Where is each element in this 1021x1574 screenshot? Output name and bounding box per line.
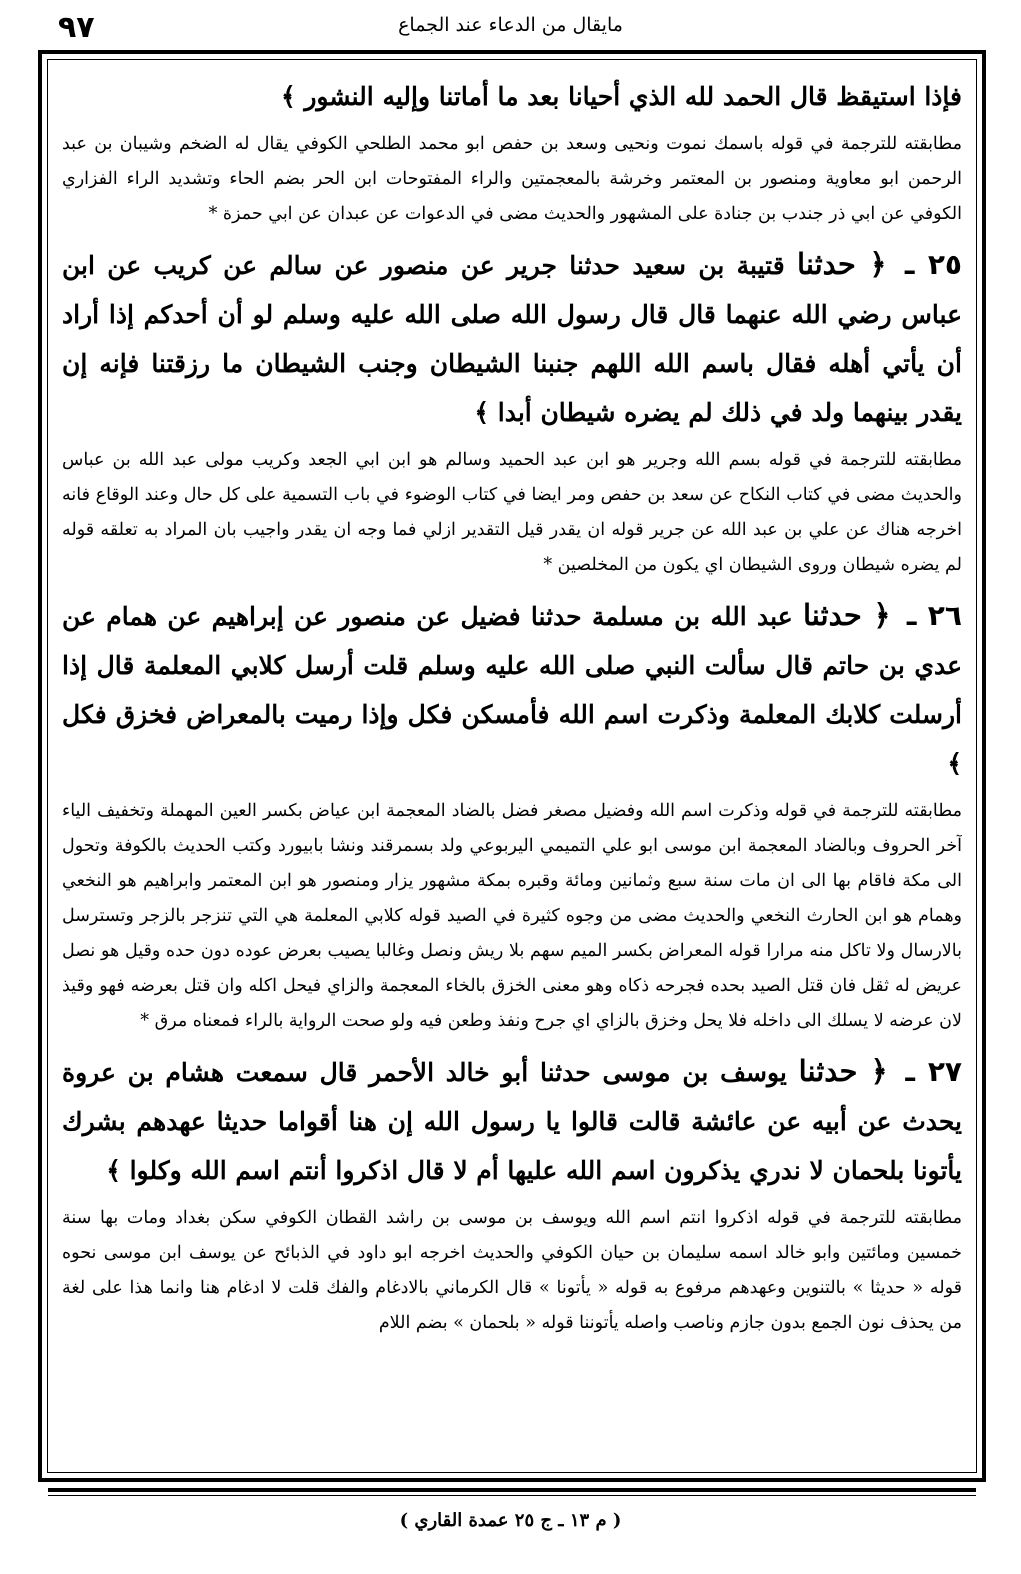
hadith-text: يوسف بن موسى حدثنا أبو خالد الأحمر قال سمعت هشام بن عروة يحدث عن أبيه عن عائشة قالت قالوا يا رسول الله إن هنا أقواما حديثا عهدهم بشرك يأتونا بلحمان لا ندري يذكرون اسم الله عليها أم لا قال اذكروا أنتم اسم الله وكلوا ﴾ bbox=[62, 1058, 962, 1185]
hadith-text: قتيبة بن سعيد حدثنا جرير عن منصور عن سالم عن كريب عن ابن عباس رضي الله عنهما قال قال رسول الله صلى الله عليه وسلم لو أن أحدكم إذا أراد أن يأتي أهله فقال باسم الله اللهم جنبنا الشيطان وجنب الشيطان ما رزقتنا فإنه إن يقدر بينهما ولد في ذلك لم يضره شيطان أبدا ﴾ bbox=[62, 251, 962, 427]
hadith-number: ٢٧ ـ bbox=[905, 1055, 962, 1088]
page-footer: ( م ١٣ ـ ج ٢٥ عمدة القاري ) bbox=[399, 1510, 622, 1531]
hadith-26 bbox=[62, 591, 962, 788]
page-number: ٩٧ bbox=[58, 10, 95, 45]
hadith-lead: ﴿ حدثنا bbox=[802, 598, 891, 632]
hadith-number: ٢٦ ـ bbox=[906, 599, 962, 632]
commentary-paragraph: مطابقته للترجمة في قوله بسم الله وجرير هو ابن عبد الحميد وسالم هو ابن ابي الجعد وكريب مولى عبد الله بن عباس والحديث مضى في كتاب النكاح عن سعد بن حفص ومر ايضا في كتاب الوضوء في باب التسمية على كل حال وعند الوقاع فانه اخرجه هناك عن علي بن عبد الله عن جرير قوله ان يقدر قيل التقدير ازلي فما وجه ان يقدر واجيب بان المراد به تعلقه قوله لم يضره شيطان وروى الشيطان اي يكون من المخلصين * bbox=[62, 450, 962, 575]
hadith-number: ٢٥ ـ bbox=[904, 248, 962, 281]
commentary-paragraph: مطابقته للترجمة في قوله وذكرت اسم الله وفضيل مصغر فضل بالضاد المعجمة ابن عياض بكسر العين المهملة وتخفيف الياء آخر الحروف وبالضاد المعجمة ابن موسى ابو علي التميمي اليربوعي ولد بسمرقند ونشا بابيورد وكتب الحديث بالكوفة وتحول الى مكة فاقام بها الى ان مات سنة سبع وثمانين ومائة وقبره بمكة مشهور يزار ومنصور هو ابن المعتمر وابراهيم هو النخعي وهمام هو ابن الحارث النخعي والحديث مضى من وجوه كثيرة في الصيد قوله كلابي المعلمة هي التي تنزجر بالزجر وتسترسل بالارسال ولا تاكل منه مرارا قوله المعراض بكسر الميم سهم بلا ريش ونصل وغالبا يصيب بعرض عوده دون حده وقيل هو نصل عريض له ثقل فان قتل الصيد بحده فجرحه ذكاه وهو معنى الخزق بالخاء المعجمة والزاي فيحل اكله وان قتل بعرضه فهو وقيذ لان عرضه لا يسلك الى داخله فلا يحل وخزق بالزاي اي جرح ونفذ وطعن فيه ولو صحت الرواية بالراء فمعناه مرق * bbox=[62, 801, 962, 1031]
hadith-lead: ﴿ حدثنا bbox=[798, 1054, 888, 1088]
running-title: مايقال من الدعاء عند الجماع bbox=[398, 14, 623, 36]
hadith-27 bbox=[62, 1047, 962, 1195]
hadith-text: فإذا استيقظ قال الحمد لله الذي أحيانا بعد ما أماتنا وإليه النشور ﴾ bbox=[281, 82, 962, 111]
commentary-paragraph: مطابقته للترجمة في قوله باسمك نموت ونحيى وسعد بن حفص ابو محمد الطلحي الكوفي يقال له الضخم وشيبان بن عبد الرحمن ابو معاوية ومنصور بن المعتمر وخرشة بالمعجمتين والراء المفتوحات ابن الحر بضم الحاء وتشديد الراء الفزاري الكوفي عن ابي ذر جندب بن جنادة على المشهور والحديث مضى في الدعوات عن عبدان عن ابي حمزة * bbox=[62, 134, 962, 224]
hadith-lead: ﴿ حدثنا bbox=[796, 247, 887, 281]
commentary-paragraph: مطابقته للترجمة في قوله اذكروا انتم اسم الله ويوسف بن موسى بن راشد القطان الكوفي سكن بغداد ومات بها سنة خمسين ومائتين وابو خالد اسمه سليمان بن حيان الكوفي والحديث اخرجه ابو داود في الذبائح عن يوسف ابن موسى نحوه قوله « حديثا » بالتنوين وعهدهم مرفوع به قوله « يأتونا » قال الكرماني بالادغام والفك قلت لا ادغام هنا وانما هذا على لغة من يحذف نون الجمع بدون جازم وناصب واصله يأتوننا قوله « بلحمان » بضم اللام bbox=[62, 1208, 962, 1333]
footer-rule bbox=[48, 1488, 976, 1492]
hadith-text: عبد الله بن مسلمة حدثنا فضيل عن منصور عن إبراهيم عن همام عن عدي بن حاتم قال سألت النبي صلى الله عليه وسلم قلت أرسل كلابي المعلمة قال إذا أرسلت كلابك المعلمة وذكرت اسم الله فأمسكن فكل وإذا رميت بالمعراض فخزق فكل ﴾ bbox=[62, 602, 962, 778]
hadith-25 bbox=[62, 240, 962, 437]
page-body bbox=[62, 72, 962, 1466]
footer-rule-thin bbox=[48, 1495, 976, 1496]
